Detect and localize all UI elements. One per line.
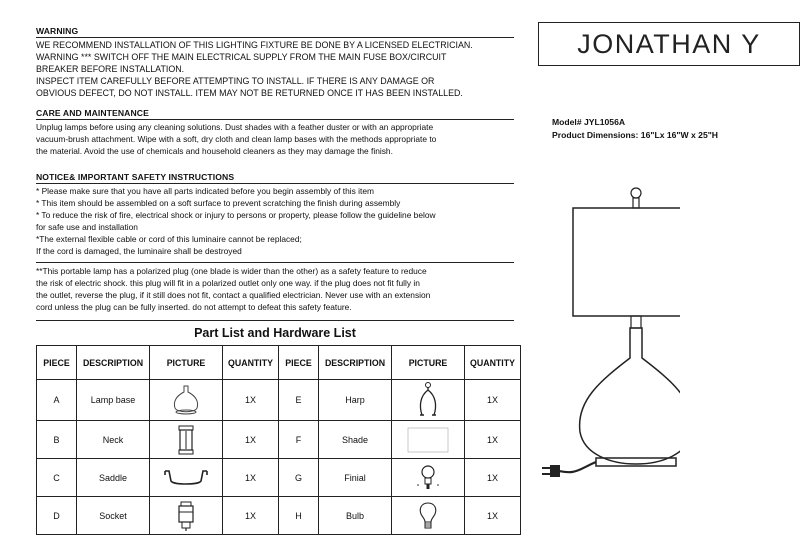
care-line: the material. Avoid the use of chemicals and household cleaners as they may damage the finish. [36, 146, 393, 156]
shade-icon [406, 426, 450, 454]
header-picture: PICTURE [150, 346, 223, 380]
quantity-cell: 1X [223, 421, 279, 459]
parts-title: Part List and Hardware List [194, 326, 356, 340]
neck-icon [174, 424, 198, 456]
plug-line: the outlet, reverse the plug, if it still does not fit, contact a qualified electrician. Never use with an extension [36, 290, 431, 300]
header-piece: PIECE [37, 346, 77, 380]
picture-cell [150, 497, 223, 535]
picture-cell [392, 421, 465, 459]
table-row [37, 380, 521, 421]
safety-title: NOTICE& IMPORTANT SAFETY INSTRUCTIONS [36, 172, 235, 182]
quantity-cell: 1X [465, 497, 521, 535]
safety-line: *The external flexible cable or cord of this luminaire cannot be replaced; [36, 234, 302, 244]
picture-cell [150, 380, 223, 421]
piece-cell: F [279, 421, 319, 459]
quantity-cell: 1X [465, 421, 521, 459]
description-cell: Socket [77, 497, 150, 535]
description-cell: Shade [319, 421, 392, 459]
header-picture: PICTURE [392, 346, 465, 380]
finial-icon [410, 463, 446, 493]
safety-line: If the cord is damaged, the luminaire shall be destroyed [36, 246, 242, 256]
piece-cell: D [37, 497, 77, 535]
care-line: Unplug lamps before using any cleaning solutions. Dust shades with a feather duster or with an appropriate [36, 122, 434, 132]
piece-cell: E [279, 380, 319, 421]
care-line: vacuum-brush attachment. Wipe with a soft, dry cloth and clean lamp bases with the methods appropriate to [36, 134, 437, 144]
divider [36, 37, 514, 38]
divider [36, 119, 514, 120]
lamp-base-icon [168, 382, 204, 418]
divider [36, 262, 514, 263]
description-cell: Neck [77, 421, 150, 459]
divider [36, 320, 514, 321]
picture-cell [150, 421, 223, 459]
socket-icon [175, 500, 197, 532]
header-piece: PIECE [279, 346, 319, 380]
quantity-cell: 1X [223, 380, 279, 421]
picture-cell [150, 459, 223, 497]
brand-logo: JONATHAN Y [538, 22, 800, 66]
table-header-row [37, 346, 521, 380]
warning-line: WARNING *** SWITCH OFF THE MAIN ELECTRICAL SUPPLY FROM THE MAIN FUSE BOX/CIRCUIT [36, 52, 447, 62]
description-cell: Lamp base [77, 380, 150, 421]
plug-text [36, 265, 536, 313]
header-quantity: QUANTITY [223, 346, 279, 380]
saddle-icon [161, 465, 211, 491]
piece-cell: B [37, 421, 77, 459]
piece-cell: C [37, 459, 77, 497]
model-info [552, 116, 718, 142]
finial-drawing [631, 188, 641, 198]
safety-line: * This item should be assembled on a soft surface to prevent scratching the finish during assembly [36, 198, 401, 208]
picture-cell [392, 497, 465, 535]
product-dimensions: Product Dimensions: 16"Lx 16"W x 25"H [552, 130, 719, 140]
lamp-illustration [540, 186, 680, 486]
safety-text [36, 185, 536, 257]
description-cell: Bulb [319, 497, 392, 535]
safety-line: for safe use and installation [36, 222, 138, 232]
warning-line: OBVIOUS DEFECT, DO NOT INSTALL. ITEM MAY NOT BE RETURNED ONCE IT HAS BEEN INSTALLED. [36, 88, 463, 98]
plug-line: cord unless the plug can be fully inserted. do not attempt to defeat this safety feature. [36, 302, 352, 312]
care-text [36, 121, 536, 157]
warning-title: WARNING [36, 26, 79, 36]
quantity-cell: 1X [465, 380, 521, 421]
piece-cell: G [279, 459, 319, 497]
piece-cell: A [37, 380, 77, 421]
header-description: DESCRIPTION [77, 346, 150, 380]
plug-line: the risk of electric shock. this plug will fit in a polarized outlet only one way. if the plug does not fit fully in [36, 278, 420, 288]
divider [36, 183, 514, 184]
model-number: Model# JYL1056A [552, 117, 626, 127]
safety-line: * Please make sure that you have all parts indicated before you begin assembly of this item [36, 186, 374, 196]
warning-line: WE RECOMMEND INSTALLATION OF THIS LIGHTING FIXTURE BE DONE BY A LICENSED ELECTRICIAN. [36, 40, 473, 50]
lamp-body-drawing [580, 328, 680, 464]
description-cell: Harp [319, 380, 392, 421]
shade-drawing [573, 208, 680, 316]
header-quantity: QUANTITY [465, 346, 521, 380]
picture-cell [392, 459, 465, 497]
table-row [37, 421, 521, 459]
parts-table [36, 345, 521, 535]
safety-line: * To reduce the risk of fire, electrical shock or injury to persons or property, please follow the guideline below [36, 210, 436, 220]
picture-cell [392, 380, 465, 421]
bulb-icon [417, 500, 439, 532]
table-row [37, 497, 521, 535]
table-row [37, 459, 521, 497]
header-description: DESCRIPTION [319, 346, 392, 380]
quantity-cell: 1X [465, 459, 521, 497]
warning-line: BREAKER BEFORE INSTALLATION. [36, 64, 185, 74]
quantity-cell: 1X [223, 497, 279, 535]
care-title: CARE AND MAINTENANCE [36, 108, 149, 118]
plug-line: **This portable lamp has a polarized plug (one blade is wider than the other) as a safety feature to reduce [36, 266, 427, 276]
description-cell: Saddle [77, 459, 150, 497]
quantity-cell: 1X [223, 459, 279, 497]
warning-line: INSPECT ITEM CAREFULLY BEFORE ATTEMPTING TO INSTALL. IF THERE IS ANY DAMAGE OR [36, 76, 435, 86]
piece-cell: H [279, 497, 319, 535]
description-cell: Finial [319, 459, 392, 497]
harp-icon [413, 381, 443, 419]
warning-text [36, 39, 536, 99]
